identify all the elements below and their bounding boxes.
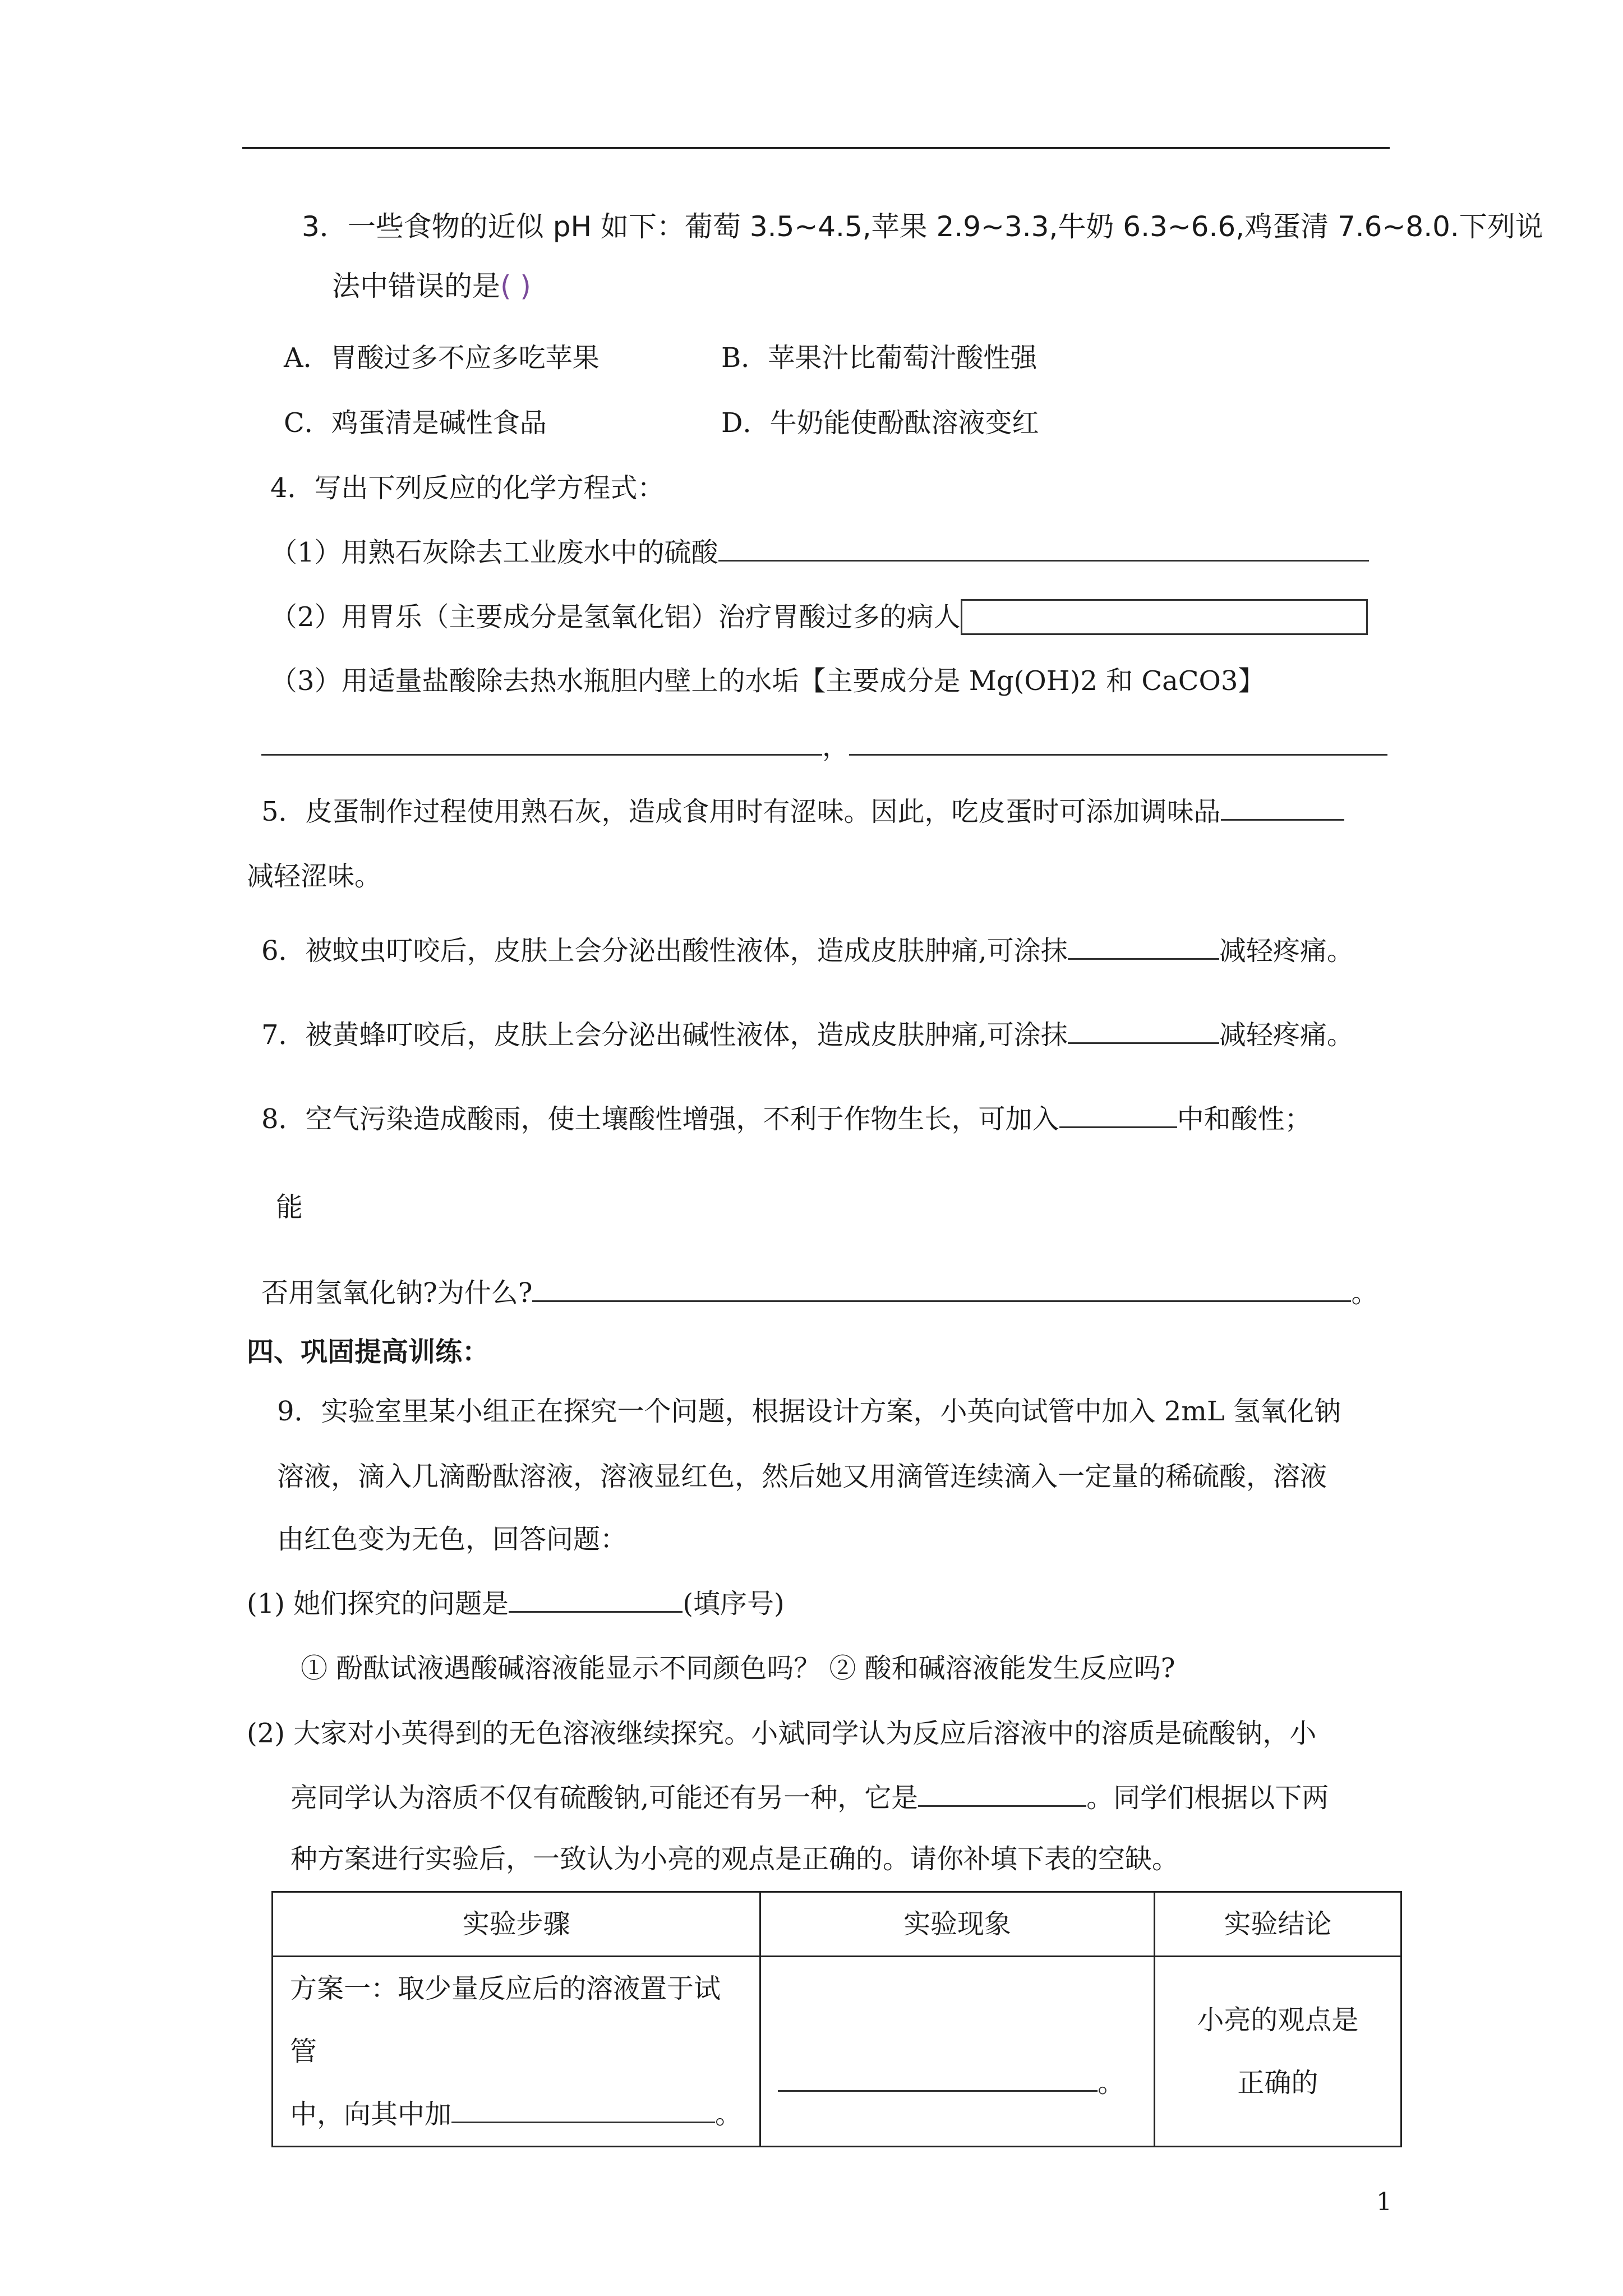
phenomenon-blank[interactable]	[778, 2064, 1098, 2092]
q9-sub2-line2	[291, 1779, 1329, 1816]
q3-stem-line1: 3．一些食物的近似 pH 如下：葡萄 3.5~4.5,苹果 2.9~3.3,牛奶 6.3~6.6,鸡蛋清 7.6~8.0.下列说	[302, 210, 1543, 243]
q5-line2: 减轻涩味。	[247, 861, 382, 892]
q4-item1	[270, 534, 1369, 570]
q4-item2	[270, 599, 1368, 637]
q9-line3: 由红色变为无色，回答问题：	[277, 1524, 628, 1555]
q6-blank[interactable]	[1068, 932, 1219, 960]
table-cell-phenomenon	[760, 1957, 1154, 2147]
table-cell-conclusion	[1154, 1957, 1401, 2147]
q9-sub2-suffix: 。同学们根据以下两	[1086, 1782, 1329, 1814]
step-line1: 方案一：取少量反应后的溶液置于试管	[290, 1973, 721, 2067]
q4-item3-blank-1[interactable]	[261, 728, 822, 756]
q3-stem-line2	[332, 268, 531, 304]
step-end: 。	[715, 2099, 743, 2130]
q8-end: 。	[1351, 1277, 1378, 1309]
table-header-conclusion: 实验结论	[1154, 1892, 1401, 1957]
q8-line1	[261, 1101, 1312, 1137]
step-line2	[290, 2083, 743, 2146]
step-blank[interactable]	[451, 2096, 715, 2123]
q4-item3-answers	[261, 728, 1387, 765]
q3-option-d[interactable]: D．牛奶能使酚酞溶液变红	[721, 407, 1039, 439]
q3-answer-paren[interactable]: ( )	[500, 270, 531, 302]
q5-text: 5．皮蛋制作过程使用熟石灰，造成食用时有涩味。因此，吃皮蛋时可添加调味品	[261, 796, 1221, 827]
q9-sub1	[247, 1585, 785, 1622]
q3-option-a[interactable]: A．胃酸过多不应多吃苹果	[284, 342, 600, 374]
q4-item2-text: （2）用胃乐（主要成分是氢氧化铝）治疗胃酸过多的病人	[270, 601, 961, 633]
q9-sub1-blank[interactable]	[509, 1585, 683, 1613]
phenomenon-end: 。	[1098, 2067, 1125, 2099]
q3-option-c[interactable]: C．鸡蛋清是碱性食品	[284, 407, 547, 439]
q4-item1-text: （1）用熟石灰除去工业废水中的硫酸	[270, 537, 718, 568]
phenomenon-line	[778, 2051, 1136, 2114]
conclusion-line1: 小亮的观点是	[1197, 2004, 1359, 2036]
q4-item1-blank[interactable]	[718, 534, 1369, 562]
q7-suffix: 减轻疼痛。	[1219, 1019, 1354, 1051]
q3-option-b[interactable]: B．苹果汁比葡萄汁酸性强	[721, 342, 1038, 374]
q7-text: 7．被黄蜂叮咬后，皮肤上会分泌出碱性液体，造成皮肤肿痛,可涂抹	[261, 1019, 1068, 1051]
q4-stem: 4．写出下列反应的化学方程式：	[270, 472, 665, 504]
q8-text: 空气污染造成酸雨，使土壤酸性增强，不利于作物生长，可加入	[305, 1103, 1059, 1135]
q4-item3-blank-2[interactable]	[849, 728, 1387, 756]
q8-blank-2[interactable]	[532, 1274, 1351, 1302]
q9-sub1-options: ① 酚酞试液遇酸碱溶液能显示不同颜色吗？ ② 酸和碱溶液能发生反应吗?	[301, 1653, 1175, 1684]
q7-blank[interactable]	[1068, 1016, 1219, 1044]
q9-sub2-line3: 种方案进行实验后，一致认为小亮的观点是正确的。请你补填下表的空缺。	[291, 1843, 1179, 1875]
table-header-row	[273, 1892, 1401, 1957]
table-header-phenomenon: 实验现象	[760, 1892, 1154, 1957]
q6-text: 6．被蚊虫叮咬后，皮肤上会分泌出酸性液体，造成皮肤肿痛,可涂抹	[261, 935, 1068, 967]
q4-item2-answer-box[interactable]	[961, 599, 1368, 635]
table-cell-step	[273, 1957, 760, 2147]
table-row	[273, 1957, 1401, 2147]
page-number: 1	[1376, 2188, 1392, 2216]
table-header-step: 实验步骤	[273, 1892, 760, 1957]
q3-stem-text: 法中错误的是	[332, 270, 500, 302]
q9-line2: 溶液，滴入几滴酚酞溶液，溶液显红色，然后她又用滴管连续滴入一定量的稀硫酸，溶液	[277, 1461, 1327, 1492]
q6-line	[261, 932, 1354, 969]
q5-line1	[261, 793, 1344, 830]
header-rule	[242, 147, 1390, 149]
section4-heading: 四、巩固提高训练：	[247, 1336, 490, 1368]
q4-item3-comma: ，	[822, 731, 850, 762]
q8-number: 8．	[261, 1103, 306, 1135]
q6-suffix: 减轻疼痛。	[1219, 935, 1354, 967]
experiment-table	[271, 1891, 1402, 2147]
q9-sub2-text: 亮同学认为溶质不仅有硫酸钠,可能还有另一种，它是	[291, 1782, 919, 1814]
q9-sub2-line1: (2) 大家对小英得到的无色溶液继续探究。小斌同学认为反应后溶液中的溶质是硫酸钠，小	[247, 1718, 1317, 1749]
conclusion-line2: 正确的	[1237, 2067, 1318, 2099]
q9-line1: 9．实验室里某小组正在探究一个问题，根据设计方案，小英向试管中加入 2mL 氢氧化钠	[277, 1396, 1341, 1427]
q4-item3: （3）用适量盐酸除去热水瓶胆内壁上的水垢【主要成分是 Mg(OH)2 和 CaCO3】	[270, 665, 1265, 697]
q9-sub2-blank[interactable]	[918, 1779, 1086, 1807]
q9-sub1-suffix: (填序号)	[683, 1588, 785, 1619]
q8-line3	[261, 1274, 1378, 1311]
q8-blank-1[interactable]	[1059, 1101, 1177, 1128]
q8-line2: 能	[276, 1191, 303, 1223]
q8-question: 否用氢氧化钠?为什么?	[261, 1277, 533, 1309]
q5-blank[interactable]	[1221, 793, 1344, 821]
q7-line	[261, 1016, 1354, 1053]
q8-suffix: 中和酸性；	[1177, 1103, 1312, 1135]
q9-sub1-text: (1) 她们探究的问题是	[247, 1588, 509, 1619]
step-text: 中，向其中加	[290, 2099, 452, 2130]
